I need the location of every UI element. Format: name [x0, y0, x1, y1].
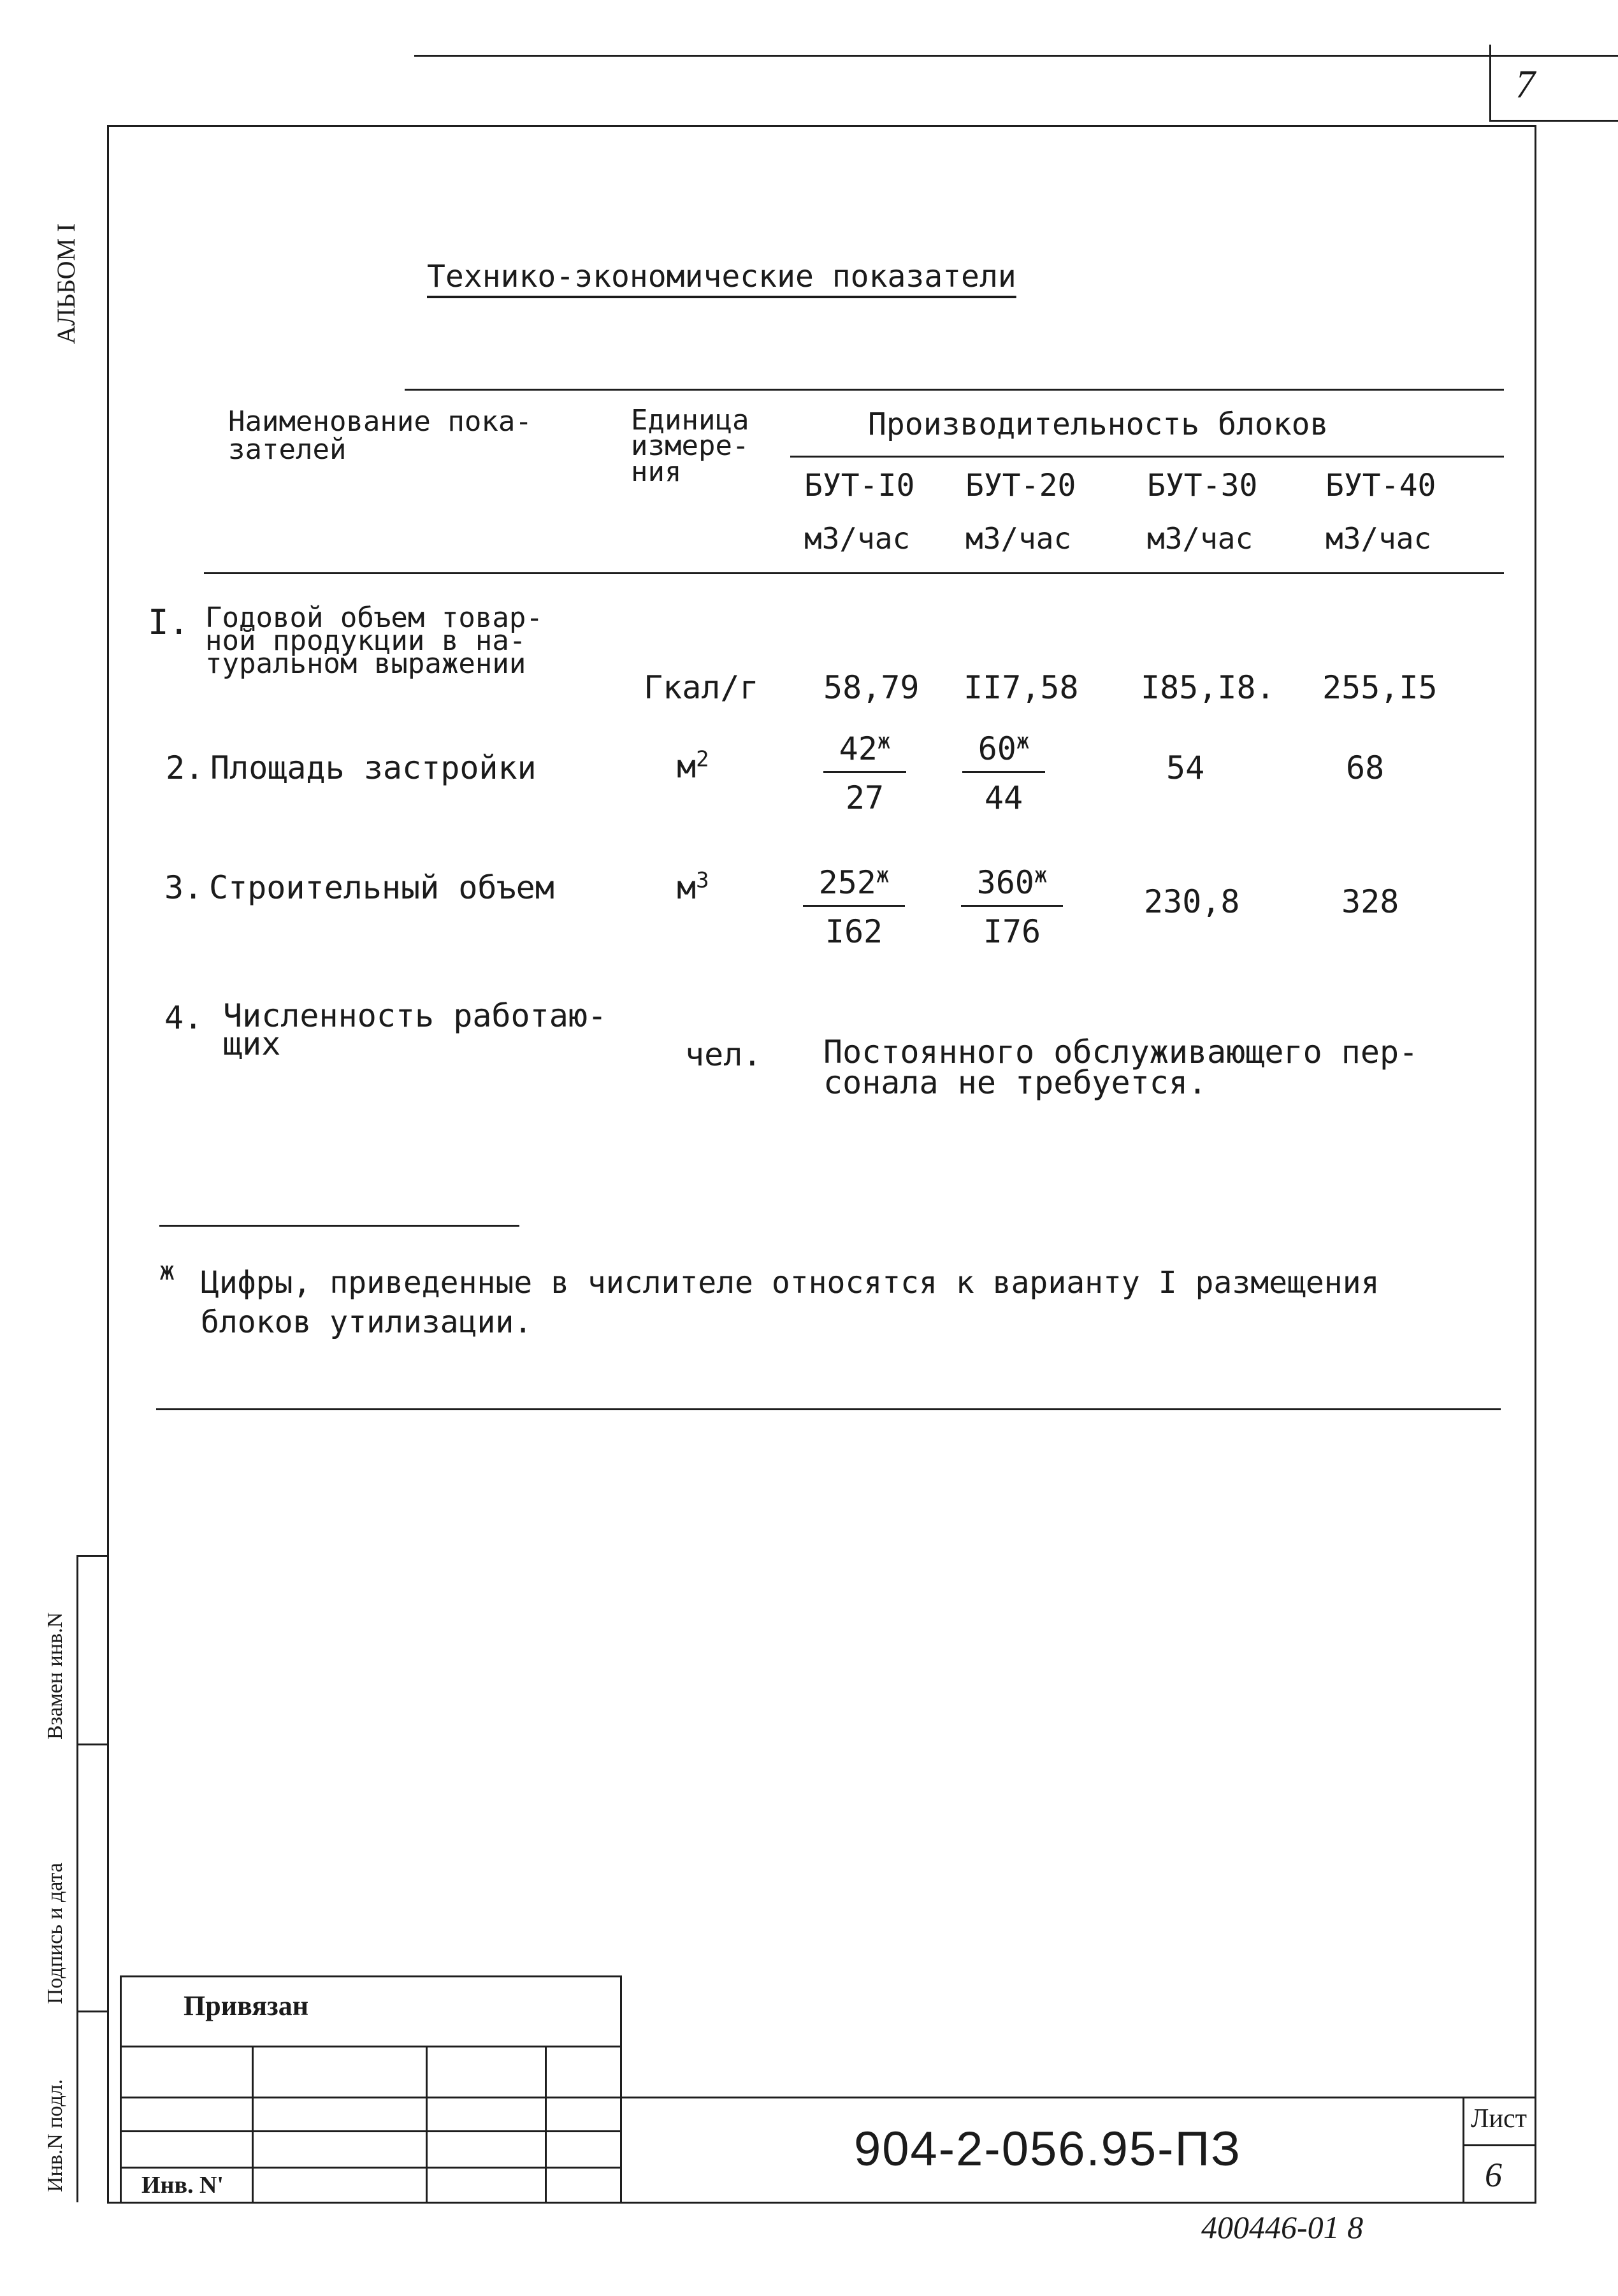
- sheet-label: Лист: [1471, 2104, 1527, 2134]
- row-name: Строительный объем: [209, 869, 554, 906]
- row-name: Площадь застройки: [210, 749, 537, 786]
- fraction-but20: $360^ж$ I76: [961, 867, 1063, 948]
- album-label: АЛЬБОМ I: [52, 223, 80, 344]
- row-number: 3.: [164, 869, 203, 906]
- footnote-text: Цифры, приведенные в числителе относятся к варианту I размещения блоков утилизации.: [201, 1265, 1380, 1341]
- row-value-but30: 230,8: [1144, 883, 1240, 920]
- column-unit-but20: м3/час: [965, 521, 1072, 556]
- fraction-but10: $42^ж$ 27: [823, 733, 906, 814]
- row-unit: $м^3$: [677, 867, 709, 906]
- column-unit-but40: м3/час: [1325, 521, 1432, 556]
- column-header-but30: БУТ-30: [1147, 468, 1258, 503]
- row-value-but30: 54: [1166, 749, 1205, 786]
- row-value-but40: 68: [1346, 749, 1385, 786]
- header-name: Наименование пока- зателей: [228, 405, 532, 466]
- label-inv-podl: Инв.N подл.: [43, 2079, 67, 2192]
- document-code: 904-2-056.95-ПЗ: [854, 2122, 1241, 2176]
- row-unit: Гкал/г: [644, 669, 759, 706]
- row-value-but10: 58,79: [823, 669, 920, 706]
- page-title: Технико-экономические показатели: [427, 259, 1016, 294]
- row-number: 2.: [166, 749, 205, 786]
- row-name: Годовой объем товар- ной продукции в на- туральном выражении: [205, 602, 543, 681]
- inv-label: Инв. N': [141, 2172, 224, 2199]
- inventory-code: 400446-01 8: [1201, 2209, 1364, 2245]
- row-value-but40: 328: [1341, 883, 1399, 920]
- header-group: Производительность блоков: [868, 407, 1329, 442]
- row-unit: чел.: [685, 1036, 762, 1073]
- column-unit-but30: м3/час: [1147, 521, 1253, 556]
- column-header-but20: БУТ-20: [965, 468, 1076, 503]
- row-number: 4.: [164, 999, 203, 1036]
- row-value-but30: I85,I8.: [1141, 669, 1275, 706]
- column-header-but10: БУТ-I0: [804, 468, 915, 503]
- footnote-star: ж: [159, 1257, 175, 1286]
- label-podpis-data: Подпись и дата: [43, 1863, 67, 2004]
- label-vzamen-inv: Взамен инв.N: [43, 1612, 67, 1740]
- row-number: I.: [148, 602, 190, 642]
- row-value-but20: II7,58: [964, 669, 1079, 706]
- fraction-but20: $60^ж$ 44: [962, 733, 1045, 814]
- column-header-but40: БУТ-40: [1325, 468, 1436, 503]
- page-number: 7: [1515, 63, 1535, 106]
- fraction-but10: $252^ж$ I62: [803, 867, 905, 948]
- privyazan-label: Привязан: [184, 1990, 309, 2021]
- row-value-but40: 255,I5: [1322, 669, 1438, 706]
- row-note: Постоянного обслуживающего пер- сонала не требуется.: [823, 1034, 1419, 1101]
- column-unit-but10: м3/час: [804, 521, 911, 556]
- row-name: Численность работаю- щих: [223, 997, 607, 1062]
- row-unit: $м^2$: [677, 746, 709, 785]
- sheet-number: 6: [1485, 2156, 1502, 2194]
- header-unit: Единица измере- ния: [631, 404, 749, 488]
